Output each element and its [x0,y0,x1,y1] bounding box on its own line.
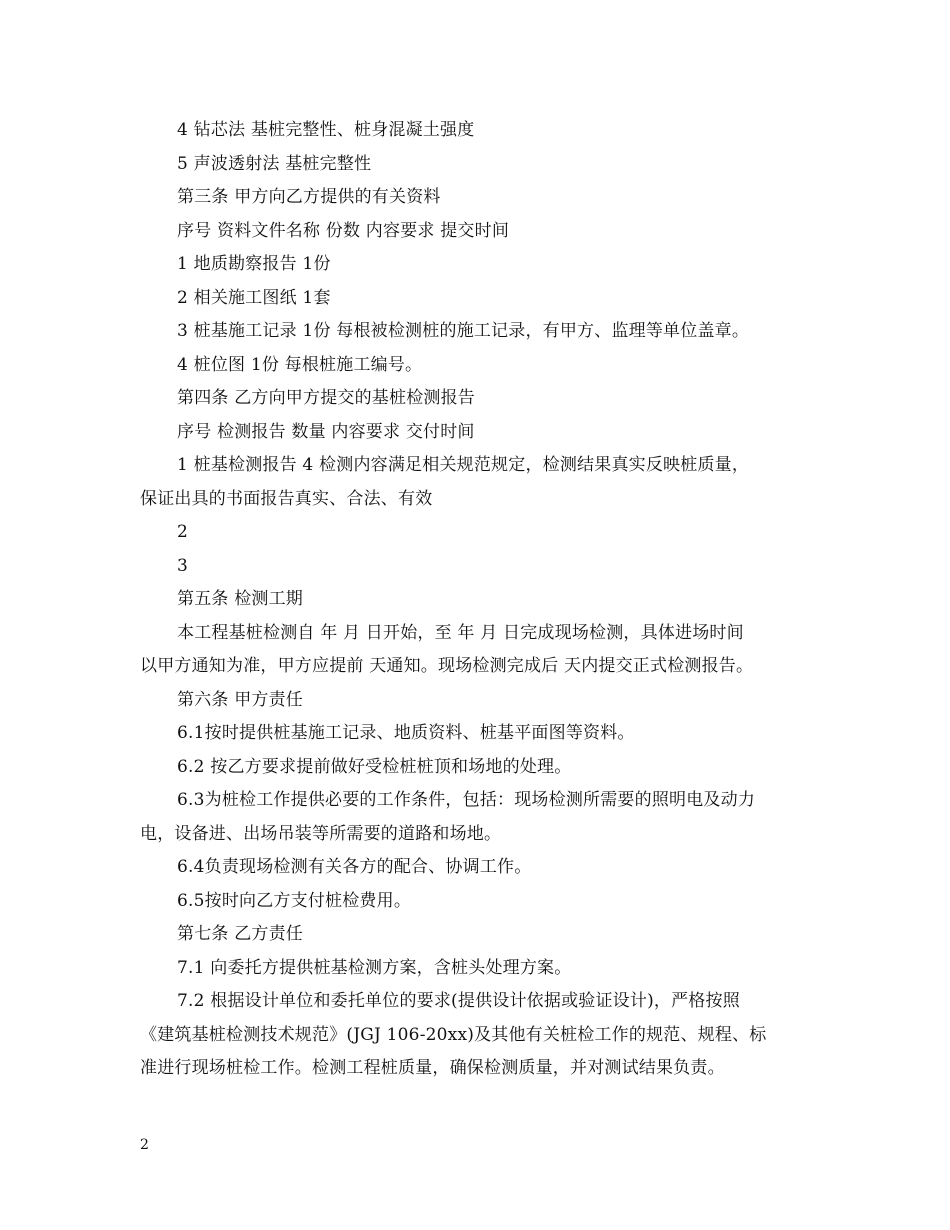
table-header-line: 序号 检测报告 数量 内容要求 交付时间 [177,421,475,442]
text-line: 保证出具的书面报告真实、合法、有效 [140,488,433,509]
section-heading: 第四条 乙方向甲方提交的基桩检测报告 [177,388,476,408]
text-line: 6.5按时向乙方支付桩检费用。 [177,890,412,911]
section-heading: 第五条 检测工期 [177,589,304,609]
text-line: 7.2 根据设计单位和委托单位的要求(提供设计依据或验证设计)，严格按照 [177,991,740,1011]
text-line: 2 相关施工图纸 1套 [177,287,331,308]
text-line: 准进行现场桩检工作。检测工程桩质量，确保检测质量，并对测试结果负责。 [140,1058,725,1078]
text-line: 《建筑基桩检测技术规范》(JGJ 106-20xx)及其他有关桩检工作的规范、规程、标 [140,1024,767,1045]
text-line: 3 [177,555,189,576]
document-body [140,114,812,1086]
text-line: 1 桩基检测报告 4 检测内容满足相关规范规定，检测结果真实反映桩质量， [177,455,750,475]
text-line: 6.3为桩检工作提供必要的工作条件，包括：现场检测所需要的照明电及动力 [177,790,756,810]
text-line: 以甲方通知为准，甲方应提前 天通知。现场检测完成后 天内提交正式检测报告。 [140,656,754,676]
section-heading: 第三条 甲方向乙方提供的有关资料 [177,187,441,207]
text-line: 6.4负责现场检测有关各方的配合、协调工作。 [177,857,532,877]
text-line: 4 钻芯法 基桩完整性、桩身混凝土强度 [177,120,475,140]
text-line: 电，设备进、出场吊装等所需要的道路和场地。 [140,823,502,844]
text-line: 本工程基桩检测自 年 月 日开始，至 年 月 日完成现场检测，具体进场时间 [177,622,744,643]
section-heading: 第七条 乙方责任 [177,924,304,944]
section-heading: 第六条 甲方责任 [177,689,304,710]
text-line: 7.1 向委托方提供桩基检测方案，含桩头处理方案。 [177,957,572,978]
page-number: 2 [140,1137,149,1153]
text-line: 5 声波透射法 基桩完整性 [177,153,372,174]
text-line: 1 地质勘察报告 1份 [177,254,331,274]
text-line: 2 [177,522,189,542]
table-header-line: 序号 资料文件名称 份数 内容要求 提交时间 [177,220,510,241]
text-line: 3 桩基施工记录 1份 每根被检测桩的施工记录，有甲方、监理等单位盖章。 [177,321,750,341]
text-line: 6.2 按乙方要求提前做好受检桩桩顶和场地的处理。 [177,756,572,777]
text-line: 4 桩位图 1份 每根桩施工编号。 [177,354,423,375]
text-line: 6.1按时提供桩基施工记录、地质资料、桩基平面图等资料。 [177,723,635,743]
